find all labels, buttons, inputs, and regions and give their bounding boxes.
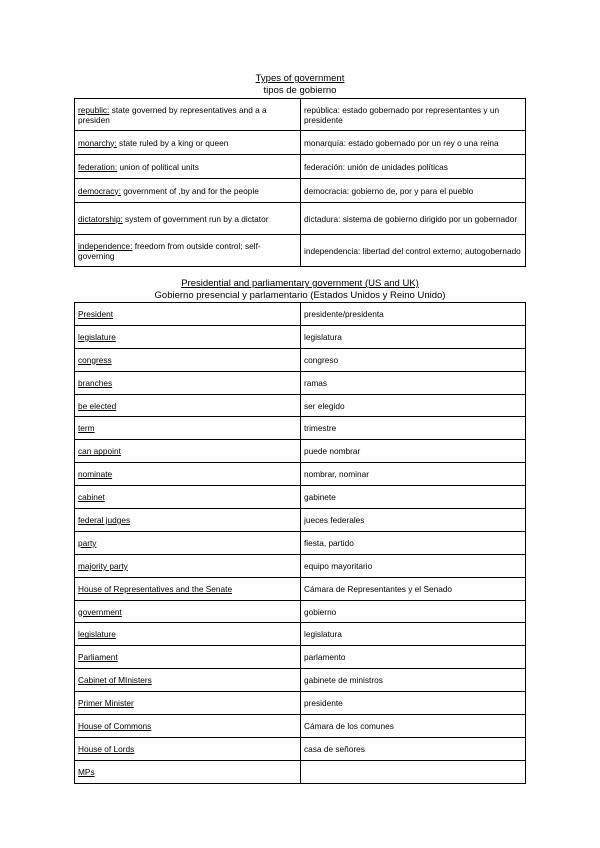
term-label: congress — [78, 354, 112, 365]
term-label: House of Lords — [78, 743, 135, 754]
english-cell — [75, 325, 301, 348]
spanish-cell: independencia: libertad del control externo; autogobernado — [301, 235, 526, 267]
term-label: democracy: — [78, 185, 121, 196]
spanish-cell: democracia: gobierno de, por y para el pueblo — [301, 179, 526, 203]
spanish-cell: ser elegido — [301, 394, 526, 417]
term-label: republic: — [78, 104, 110, 115]
spanish-cell: federación: unión de unidades políticas — [301, 155, 526, 179]
spanish-cell: república: estado gobernado por representantes y un presidente — [301, 99, 526, 131]
term-label: term — [78, 423, 95, 434]
term-label: branches — [78, 377, 113, 388]
table-row — [75, 417, 526, 440]
english-cell — [75, 669, 301, 692]
table-row — [75, 348, 526, 371]
table-row — [75, 235, 526, 267]
english-cell — [75, 760, 301, 783]
spanish-cell — [301, 760, 526, 783]
term-label: monarchy: — [78, 137, 117, 148]
table-row — [75, 646, 526, 669]
spanish-cell: monarquía: estado gobernado por un rey o una reina — [301, 131, 526, 155]
table-row — [75, 394, 526, 417]
section2-title: Presidential and parliamentary government (US and UK) — [181, 278, 419, 289]
table-row — [75, 463, 526, 486]
table-row — [75, 486, 526, 509]
english-cell — [75, 600, 301, 623]
table-row — [75, 371, 526, 394]
english-cell — [75, 131, 301, 155]
spanish-cell: Cámara de los comunes — [301, 715, 526, 738]
types-of-government-table — [74, 98, 526, 267]
spanish-cell: presidente/presidenta — [301, 303, 526, 326]
spanish-cell: legislatura — [301, 325, 526, 348]
english-cell — [75, 440, 301, 463]
spanish-cell: ramas — [301, 371, 526, 394]
term-definition: state ruled by a king or queen — [116, 137, 229, 148]
term-label: federal judges — [78, 514, 131, 525]
spanish-cell: nombrar, nominar — [301, 463, 526, 486]
english-cell — [75, 394, 301, 417]
table-row — [75, 509, 526, 532]
spanish-cell: parlamento — [301, 646, 526, 669]
table-row — [75, 99, 526, 131]
english-cell — [75, 155, 301, 179]
term-label: government — [78, 606, 122, 617]
term-label: Parliament — [78, 652, 118, 663]
spanish-cell: jueces federales — [301, 509, 526, 532]
table-row — [75, 325, 526, 348]
english-cell — [75, 348, 301, 371]
table-row — [75, 179, 526, 203]
spanish-cell: puede nombrar — [301, 440, 526, 463]
table-row — [75, 155, 526, 179]
term-label: party — [78, 537, 97, 548]
term-label: legislature — [78, 331, 116, 342]
term-label: legislature — [78, 629, 116, 640]
english-cell — [75, 303, 301, 326]
spanish-cell: gobierno — [301, 600, 526, 623]
term-definition: union of political units — [117, 161, 199, 172]
term-definition: state governed by representatives and a a presiden — [78, 104, 267, 125]
presidential-parliamentary-table — [74, 302, 526, 784]
term-label: nominate — [78, 469, 113, 480]
table-row — [75, 760, 526, 783]
term-label: can appoint — [78, 446, 121, 457]
table-row — [75, 600, 526, 623]
english-cell — [75, 371, 301, 394]
term-label: cabinet — [78, 492, 105, 503]
table-row — [75, 440, 526, 463]
term-label: majority party — [78, 560, 128, 571]
english-cell — [75, 577, 301, 600]
term-label: House of Representatives and the Senate — [78, 583, 233, 594]
english-cell — [75, 715, 301, 738]
english-cell — [75, 509, 301, 532]
term-label: MPs — [78, 766, 95, 777]
table-row — [75, 554, 526, 577]
section1-title: Types of government — [255, 73, 345, 84]
term-definition: freedom from outside control; self-governing — [78, 240, 261, 261]
spanish-cell: fiesta, partido — [301, 531, 526, 554]
spanish-cell: gabinete de ministros — [301, 669, 526, 692]
spanish-cell: congreso — [301, 348, 526, 371]
spanish-cell: equipo mayoritario — [301, 554, 526, 577]
spanish-cell: presidente — [301, 692, 526, 715]
term-label: independence: — [78, 240, 133, 251]
term-label: House of Commons — [78, 720, 152, 731]
english-cell — [75, 531, 301, 554]
english-cell — [75, 203, 301, 235]
spanish-cell: trimestre — [301, 417, 526, 440]
english-cell — [75, 623, 301, 646]
spanish-cell: Cámara de Representantes y el Senado — [301, 577, 526, 600]
english-cell — [75, 235, 301, 267]
term-definition: government of ,by and for the people — [120, 185, 259, 196]
table-row — [75, 577, 526, 600]
table-row — [75, 131, 526, 155]
section1-subtitle: tipos de gobierno — [263, 85, 337, 96]
english-cell — [75, 486, 301, 509]
table-row — [75, 737, 526, 760]
english-cell — [75, 99, 301, 131]
term-label: be elected — [78, 400, 117, 411]
spanish-cell: legislatura — [301, 623, 526, 646]
table-row — [75, 531, 526, 554]
english-cell — [75, 554, 301, 577]
term-label: federation: — [78, 161, 118, 172]
table-row — [75, 303, 526, 326]
term-label: Cabinet of MInisters — [78, 675, 152, 686]
table-row — [75, 623, 526, 646]
english-cell — [75, 737, 301, 760]
term-definition: system of government run by a dictator — [122, 213, 269, 224]
term-label: dictatorship: — [78, 213, 123, 224]
term-label: President — [78, 308, 114, 319]
english-cell — [75, 692, 301, 715]
english-cell — [75, 417, 301, 440]
spanish-cell: gabinete — [301, 486, 526, 509]
table-row — [75, 669, 526, 692]
table-row — [75, 715, 526, 738]
english-cell — [75, 463, 301, 486]
spanish-cell: dictadura: sistema de gobierno dirigido por un gobernador — [301, 203, 526, 235]
english-cell — [75, 646, 301, 669]
term-label: Primer Minister — [78, 698, 134, 709]
table-row — [75, 203, 526, 235]
table-row — [75, 692, 526, 715]
section2-subtitle: Gobierno presencial y parlamentario (Estados Unidos y Reino Unido) — [154, 290, 446, 301]
english-cell — [75, 179, 301, 203]
spanish-cell: casa de señores — [301, 737, 526, 760]
